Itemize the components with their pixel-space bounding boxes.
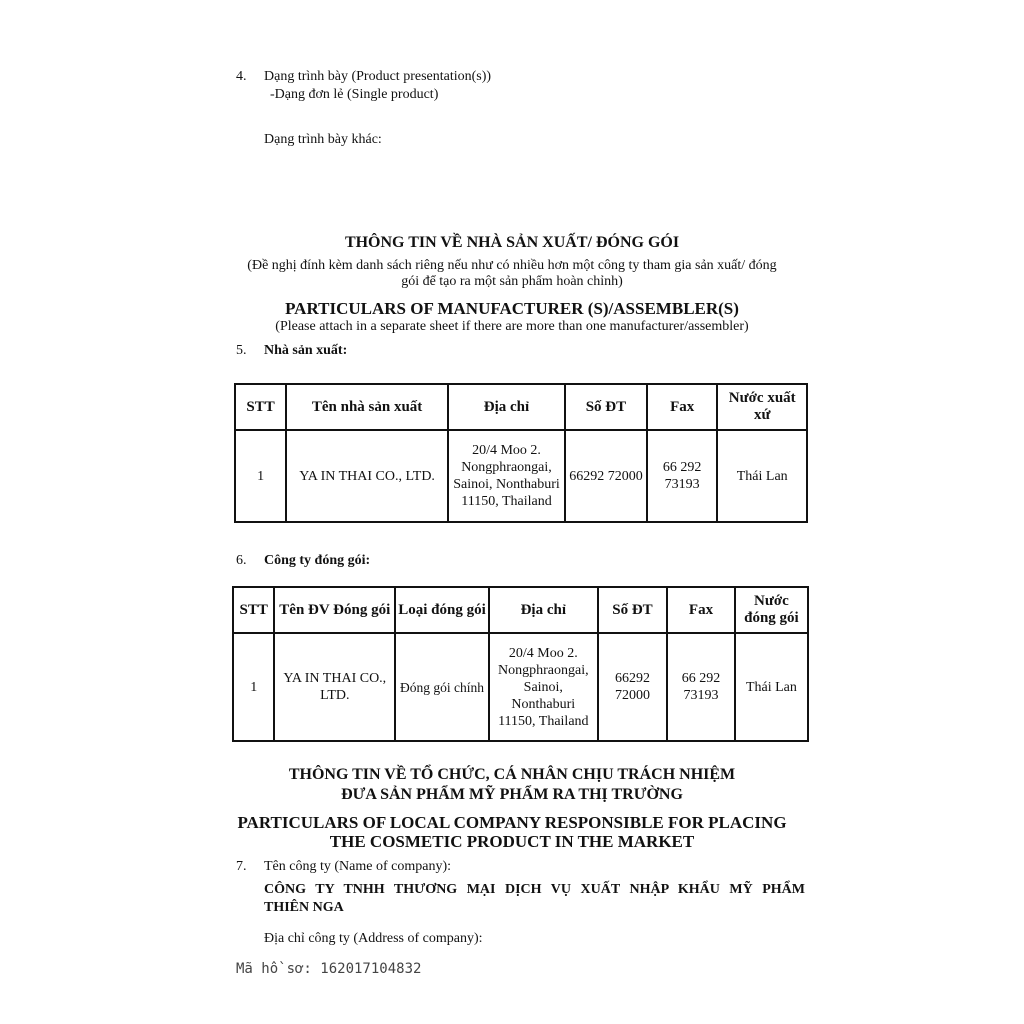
- header-packaging-country: Nước đóng gói: [735, 587, 808, 633]
- section-4-number: 4.: [236, 69, 247, 84]
- manufacturer-table: [234, 383, 808, 523]
- section-6-label: Công ty đóng gói:: [264, 553, 371, 568]
- header-phone: Số ĐT: [598, 587, 667, 633]
- header-stt: STT: [235, 384, 286, 430]
- manufacturer-note-vi-2: gói để tạo ra một sản phẩm hoàn chỉnh): [401, 274, 623, 289]
- cell-country: Thái Lan: [735, 633, 808, 741]
- table-row: [233, 633, 808, 741]
- company-name-line-2: THIÊN NGA: [264, 900, 344, 915]
- cell-address: 20/4 Moo 2. Nongphraongai, Sainoi, Nonthaburi 11150, Thailand: [489, 633, 598, 741]
- header-phone: Số ĐT: [565, 384, 647, 430]
- cell-fax: 66 292 73193: [647, 430, 718, 522]
- other-presentation-line: Dạng trình bày khác:: [264, 132, 382, 147]
- cell-packaging-type: Đóng gói chính: [395, 633, 489, 741]
- header-address: Địa chỉ: [489, 587, 598, 633]
- header-address: Địa chỉ: [448, 384, 565, 430]
- cell-fax: 66 292 73193: [667, 633, 735, 741]
- section-5-number: 5.: [236, 343, 247, 358]
- manufacturer-note-vi-1: (Đề nghị đính kèm danh sách riêng nếu như có nhiều hơn một công ty tham gia sản xuất/ đóng: [247, 258, 777, 273]
- section-5-label: Nhà sản xuất:: [264, 343, 348, 358]
- cell-stt: 1: [233, 633, 274, 741]
- section-6-number: 6.: [236, 553, 247, 568]
- cell-stt: 1: [235, 430, 286, 522]
- company-name-line-1: CÔNG TY TNHH THƯƠNG MẠI DỊCH VỤ XUẤT NHẬP KHẨU MỸ PHẨM: [264, 882, 805, 897]
- local-title-en-2: THE COSMETIC PRODUCT IN THE MARKET: [329, 832, 695, 851]
- packager-table-header-row: [233, 587, 808, 633]
- header-fax: Fax: [647, 384, 718, 430]
- manufacturer-table-header-row: [235, 384, 807, 430]
- manufacturer-title-vi: THÔNG TIN VỀ NHÀ SẢN XUẤT/ ĐÓNG GÓI: [344, 234, 680, 251]
- cell-phone: 66292 72000: [565, 430, 647, 522]
- cell-packager-name: YA IN THAI CO., LTD.: [274, 633, 395, 741]
- header-packager-name: Tên ĐV Đóng gói: [274, 587, 395, 633]
- manufacturer-note-en: (Please attach in a separate sheet if there are more than one manufacturer/assembler): [275, 319, 749, 334]
- section-7-number: 7.: [236, 859, 247, 874]
- header-manufacturer-name: Tên nhà sản xuất: [286, 384, 448, 430]
- file-code: Mã hồ sơ: 162017104832: [236, 961, 422, 977]
- local-title-en-1: PARTICULARS OF LOCAL COMPANY RESPONSIBLE FOR PLACING: [237, 813, 787, 832]
- header-stt: STT: [233, 587, 274, 633]
- section-4-title: Dạng trình bày (Product presentation(s)): [264, 69, 492, 84]
- company-name-label: Tên công ty (Name of company):: [264, 859, 451, 874]
- cell-phone: 66292 72000: [598, 633, 667, 741]
- header-country-of-origin: Nước xuất xứ: [717, 384, 807, 430]
- header-fax: Fax: [667, 587, 735, 633]
- cell-country: Thái Lan: [717, 430, 807, 522]
- manufacturer-title-en: PARTICULARS OF MANUFACTURER (S)/ASSEMBLER(S): [285, 299, 739, 318]
- cell-manufacturer-name: YA IN THAI CO., LTD.: [286, 430, 448, 522]
- cell-address: 20/4 Moo 2. Nongphraongai, Sainoi, Nonthaburi 11150, Thailand: [448, 430, 565, 522]
- single-product-line: -Dạng đơn lẻ (Single product): [270, 87, 439, 102]
- packager-table: [232, 586, 809, 742]
- header-packaging-type: Loại đóng gói: [395, 587, 489, 633]
- company-address-label: Địa chỉ công ty (Address of company):: [264, 931, 483, 946]
- local-title-vi-2: ĐƯA SẢN PHẨM MỸ PHẨM RA THỊ TRƯỜNG: [341, 786, 683, 803]
- table-row: [235, 430, 807, 522]
- local-title-vi-1: THÔNG TIN VỀ TỔ CHỨC, CÁ NHÂN CHỊU TRÁCH NHIỆM: [288, 766, 736, 783]
